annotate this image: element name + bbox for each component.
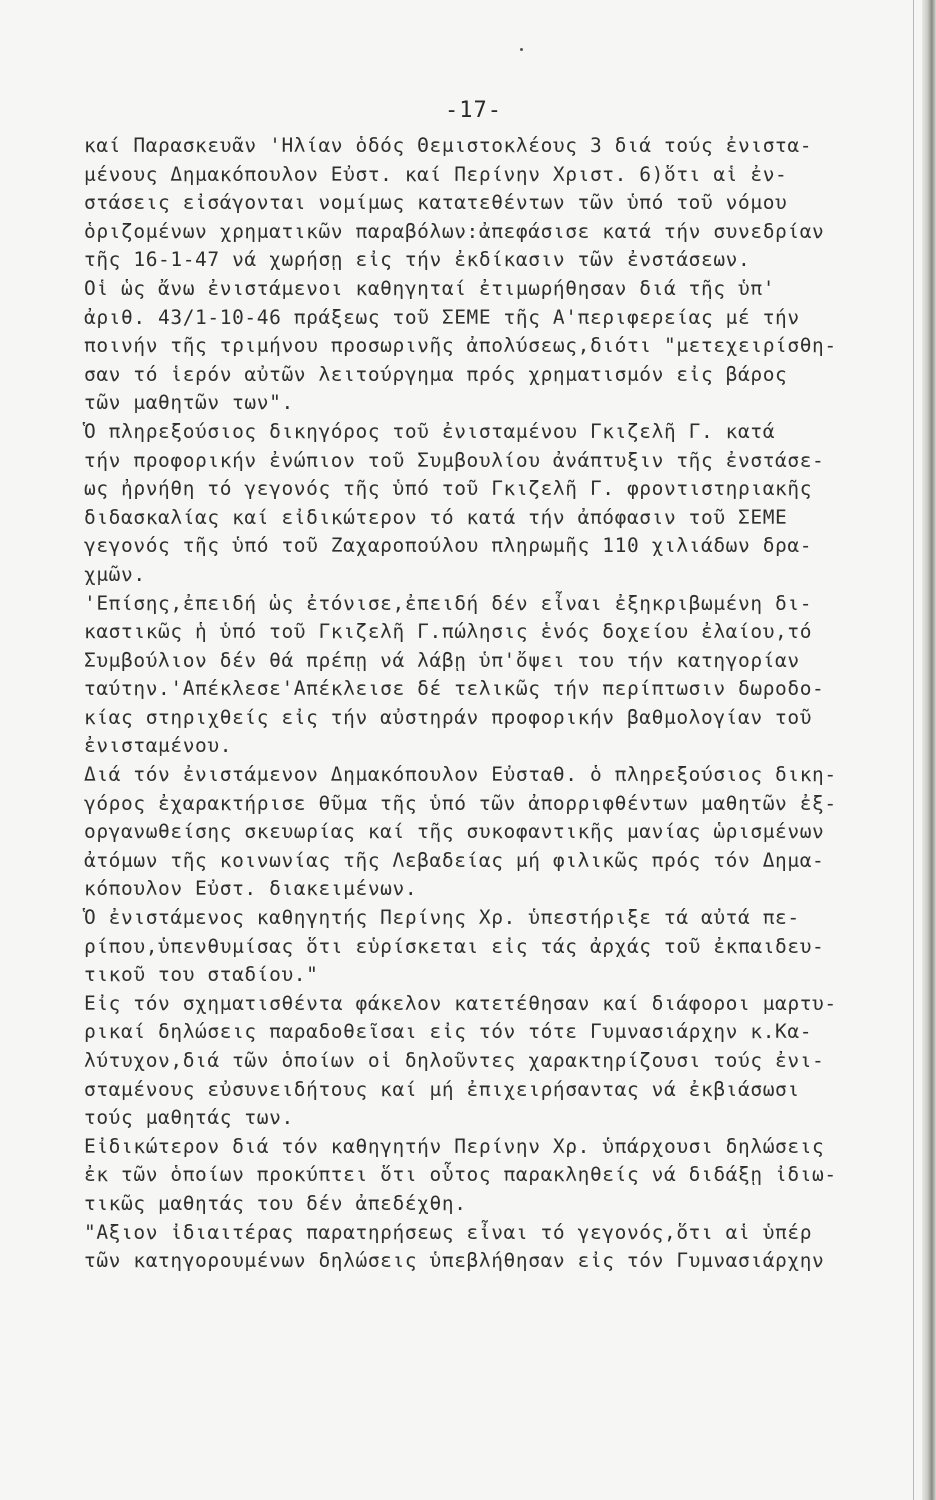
text-line: τικοῦ του σταδίου." (84, 963, 319, 987)
text-line: Ὁ ἐνιστάμενος καθηγητής Περίνης Χρ. ὑπεστήριξε τά αὐτά πε- (84, 906, 800, 930)
text-line: χμῶν. (84, 562, 146, 586)
text-line: κόπουλον Εὐστ. διακειμένων. (84, 877, 418, 901)
text-line: τήν προφορικήν ἐνώπιον τοῦ Συμβουλίου ἀνάπτυξιν τῆς ἐνστάσε- (84, 448, 825, 472)
text-line: ρικαί δηλώσεις παραδοθεῖσαι εἰς τόν τότε Γυμνασιάρχην κ.Κα- (84, 1020, 813, 1044)
text-line: σταμένους εὐσυνειδήτους καί μή ἐπιχειρήσαντας νά ἐκβιάσωσι (84, 1077, 800, 1101)
text-line: διδασκαλίας καί εἰδικώτερον τό κατά τήν ἀπόφασιν τοῦ ΣΕΜΕ (84, 505, 788, 529)
text-line: τούς μαθητάς των. (84, 1106, 294, 1130)
text-line: Εἰδικώτερον διά τόν καθηγητήν Περίνην Χρ. ὑπάρχουσι δηλώσεις (84, 1134, 825, 1158)
text-line: ἀτόμων τῆς κοινωνίας τῆς Λεβαδείας μή φιλικῶς πρός τόν Δημα- (84, 848, 825, 872)
text-line: γόρος ἐχαρακτήρισε θῦμα τῆς ὑπό τῶν ἀπορριφθέντων μαθητῶν ἐξ- (84, 791, 837, 815)
typewritten-body (84, 132, 914, 1276)
text-line: κίας στηριχθείς εἰς τήν αὐστηράν προφορικήν βαθμολογίαν τοῦ (84, 705, 813, 729)
text-line: ἐνισταμένου. (84, 734, 233, 758)
text-line: τῶν κατηγορουμένων δηλώσεις ὑπεβλήθησαν εἰς τόν Γυμνασιάρχην (84, 1249, 825, 1273)
page-edge (922, 0, 936, 1500)
text-line: ταύτην.'Απέκλεσε'Απέκλεισε δέ τελικῶς τήν περίπτωσιν δωροδο- (84, 677, 825, 701)
text-line: καστικῶς ἡ ὑπό τοῦ Γκιζελῆ Γ.πώλησις ἑνός δοχείου ἐλαίου,τό (84, 620, 813, 644)
text-line: τῆς 16-1-47 νά χωρήσῃ εἰς τήν ἐκδίκασιν τῶν ἐνστάσεων. (84, 248, 751, 272)
text-line: ποινήν τῆς τριμήνου προσωρινῆς ἀπολύσεως,διότι "μετεχειρίσθη- (84, 334, 837, 358)
text-line: ἐκ τῶν ὁποίων προκύπτει ὅτι οὗτος παρακληθείς νά διδάξῃ ἰδιω- (84, 1163, 837, 1187)
text-line: σαν τό ἱερόν αὐτῶν λειτούργημα πρός χρηματισμόν εἰς βάρος (84, 362, 788, 386)
text-line: μένους Δημακόπουλον Εὐστ. καί Περίνην Χριστ. 6)ὅτι αἱ ἐν- (84, 162, 788, 186)
text-line: τικῶς μαθητάς του δέν ἀπεδέχθη. (84, 1191, 467, 1215)
page-number: -17- (445, 98, 502, 123)
ink-speck (520, 48, 523, 51)
text-line: γεγονός τῆς ὑπό τοῦ Ζαχαροπούλου πληρωμῆς 110 χιλιάδων δρα- (84, 534, 813, 558)
text-line: ὁριζομένων χρηματικῶν παραβόλων:ἀπεφάσισε κατά τήν συνεδρίαν (84, 219, 825, 243)
text-line: οργανωθείσης σκευωρίας καί τῆς συκοφαντικῆς μανίας ὡρισμένων (84, 820, 825, 844)
text-line: "Αξιον ἰδιαιτέρας παρατηρήσεως εἶναι τό γεγονός,ὅτι αἱ ὑπέρ (84, 1220, 813, 1244)
text-line: τῶν μαθητῶν των". (84, 391, 294, 415)
text-line: 'Επίσης,ἐπειδή ὡς ἐτόνισε,ἐπειδή δέν εἶναι ἐξηκριβωμένη δι- (84, 591, 813, 615)
text-line: στάσεις εἰσάγονται νομίμως κατατεθέντων τῶν ὑπό τοῦ νόμου (84, 191, 788, 215)
text-line: καί Παρασκευᾶν 'Ηλίαν ὁδός Θεμιστοκλέους 3 διά τούς ἐνιστα- (84, 134, 813, 157)
text-line: Διά τόν ἐνιστάμενον Δημακόπουλον Εὐσταθ. ὁ πληρεξούσιος δικη- (84, 763, 837, 787)
text-line: ρίπου,ὑπενθυμίσας ὅτι εὑρίσκεται εἰς τάς ἀρχάς τοῦ ἐκπαιδευ- (84, 934, 825, 958)
text-line: Οἱ ὡς ἄνω ἐνιστάμενοι καθηγηταί ἐτιμωρήθησαν διά τῆς ὑπ' (84, 276, 776, 300)
text-line: λύτυχον,διά τῶν ὁποίων οἱ δηλοῦντες χαρακτηρίζουσι τούς ἐνι- (84, 1049, 825, 1072)
text-line: ἀριθ. 43/1-10-46 πράξεως τοῦ ΣΕΜΕ τῆς Α'περιφερείας μέ τήν (84, 305, 800, 329)
text-line: Ὁ πληρεξούσιος δικηγόρος τοῦ ἐνισταμένου Γκιζελῆ Γ. κατά (84, 419, 776, 443)
text-line: Συμβούλιον δέν θά πρέπῃ νά λάβῃ ὑπ'ὄψει του τήν κατηγορίαν (84, 648, 800, 672)
text-line: Εἰς τόν σχηματισθέντα φάκελον κατετέθησαν καί διάφοροι μαρτυ- (84, 991, 837, 1015)
text-line: ως ἠρνήθη τό γεγονός τῆς ὑπό τοῦ Γκιζελῆ Γ. φροντιστηριακῆς (84, 477, 813, 501)
